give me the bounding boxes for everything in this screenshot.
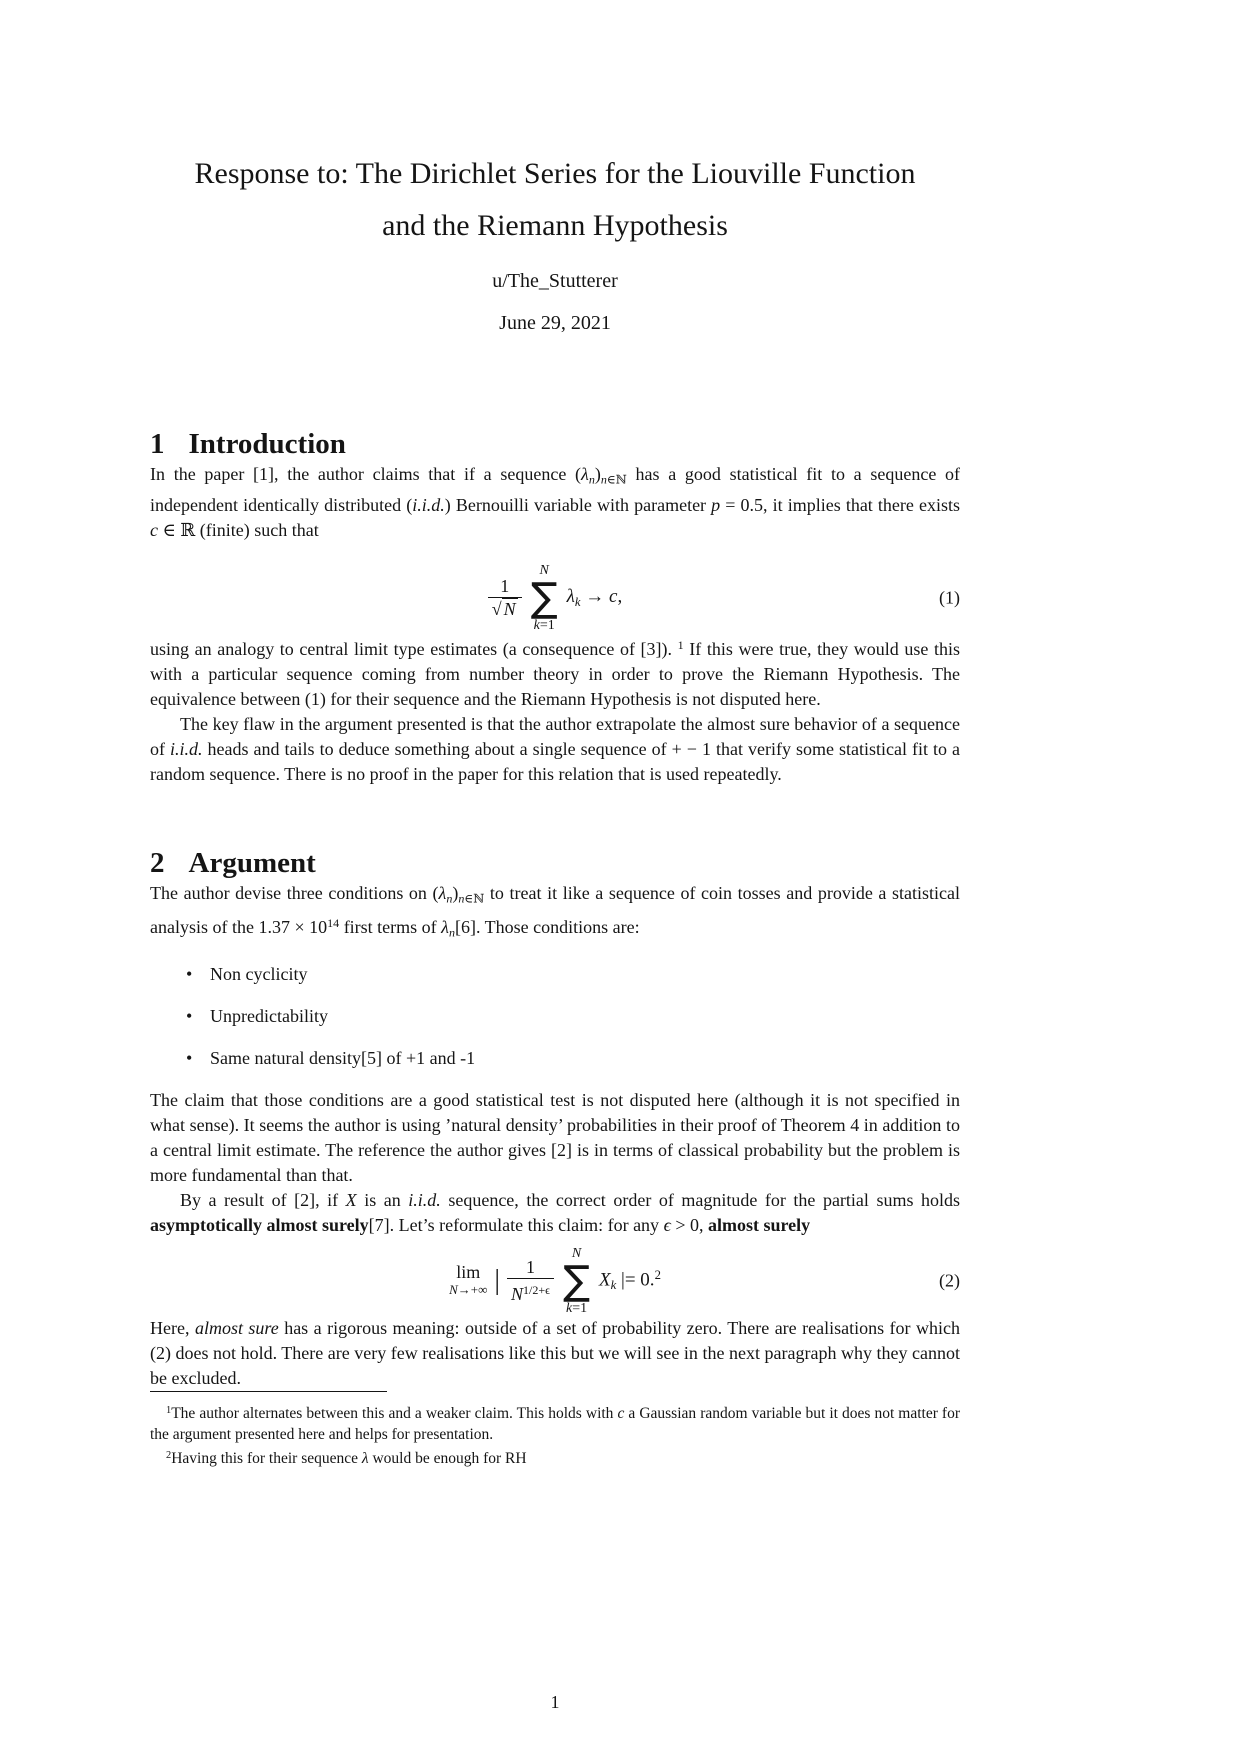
vertical-bar: |	[494, 1264, 500, 1296]
list-item-label: Unpredictability	[210, 1005, 328, 1026]
equation-2	[150, 1246, 960, 1316]
list-item-label: Same natural density[5] of +1 and -1	[210, 1047, 476, 1068]
page-title-line-2: and the Riemann Hypothesis	[382, 209, 728, 242]
section-heading-introduction	[150, 426, 960, 462]
equation-2-body	[449, 1246, 661, 1316]
section-number: 1	[150, 428, 165, 460]
page-title	[150, 148, 960, 252]
section-heading-argument	[150, 845, 960, 881]
bullet-icon: •	[186, 963, 193, 984]
paragraph-argument-result: By a result of [2], if X is an i.i.d. sequence, the correct order of magnitude for the partial sums holds asymptotically almost surely[7]. Let’s reformulate this claim: for any ϵ > 0, almost surely	[150, 1189, 960, 1235]
sigma-icon: ∑	[530, 574, 558, 621]
date: June 29, 2021	[499, 312, 611, 334]
summation-symbol: N ∑ k=1	[530, 562, 558, 633]
section-title: Introduction	[188, 428, 346, 460]
list-item	[186, 962, 960, 987]
paragraph-intro-analogy: using an analogy to central limit type estimates (a consequence of [3]). $^1$ If this were true, they would use this with a particular sequence coming from number theory in order to prove the Riemann Hypothesis. The equivalence between (1) for their sequence and the Riemann Hypothesis is not disputed here.	[150, 637, 960, 709]
section-title: Argument	[188, 846, 316, 879]
paragraph-argument-conditions: The author devise three conditions on $(\lambda_n)_{n\in ℕ}$ to treat it like a sequence of coin tosses and provide a statistical analysis of the $1.37 \times 10^{14}$ first terms of $\lambda_n[6]$. Those conditions are:	[150, 882, 960, 940]
section-number: 2	[150, 846, 165, 879]
footnote-2: $^2$Having this for their sequence λ would be enough for RH	[166, 1450, 527, 1468]
author: u/The_Stutterer	[492, 270, 618, 292]
equation-2-number: (2)	[939, 1270, 960, 1291]
equation-2-expression: $X_k$ |= 0.$^2$	[599, 1268, 661, 1293]
list-item-label: Non cyclicity	[210, 963, 308, 984]
bullet-icon: •	[186, 1047, 193, 1068]
equation-1-number: (1)	[939, 587, 960, 608]
equation-1	[150, 563, 960, 633]
page-number: 1	[550, 1692, 560, 1712]
paragraph-argument-almost-sure: Here, almost sure has a rigorous meaning: outside of a set of probability zero. There are realisations for which (2) does not hold. There are very few realisations like this but we will see in the next paragraph why they cannot be excluded.	[150, 1317, 960, 1388]
equation-1-body	[488, 563, 622, 633]
paragraph-intro-key-flaw: The key flaw in the argument presented is that the author extrapolate the almost sure behavior of a sequence of i.i.d. heads and tails to deduce something about a single sequence of + − 1 that verify some statistical fit to a random sequence. There is no proof in the paper for this relation that is used repeatedly.	[150, 713, 960, 784]
footnotes	[150, 1400, 960, 1469]
list-item	[186, 1046, 960, 1071]
summation-symbol: N ∑ k=1	[563, 1245, 591, 1316]
limit-operator: lim N→+∞	[449, 1261, 488, 1297]
conditions-list	[150, 962, 960, 1071]
footnote-rule	[150, 1391, 387, 1392]
bullet-icon: •	[186, 1005, 193, 1026]
text-block	[150, 0, 960, 1469]
sigma-icon: ∑	[563, 1257, 591, 1304]
equation-1-expression: $\lambda_k \to c$,	[566, 585, 623, 609]
paragraph-intro-claim: In the paper [1], the author claims that if a sequence $(\lambda_n)_{n\in ℕ}$ has a good statistical fit to a sequence of independent identically distributed (i.i.d.) Bernouilli variable with parameter p = 0.5, it implies that there exists c ∈ ℝ (finite) such that	[150, 464, 960, 540]
footnote-1: $^1$The author alternates between this and a weaker claim. This holds with c a Gaussian random variable but it does not matter for the argument presented here and helps for presentation.	[150, 1404, 961, 1444]
list-item	[186, 1004, 960, 1029]
fraction-one-over-sqrt-n: $\frac{1}{√ N}$	[488, 575, 522, 620]
page-title-line-1: Response to: The Dirichlet Series for the Liouville Function	[194, 157, 916, 190]
paragraph-argument-claim: The claim that those conditions are a good statistical test is not disputed here (although it is not specified in what sense). It seems the author is using ’natural density’ probabilities in their proof of Theorem 4 in addition to a central limit estimate. The reference the author gives [2] is in terms of classical probability but the problem is more fundamental than that.	[150, 1089, 960, 1185]
fraction-one-over-n-power: $\frac{1}{N^{1/2+\epsilon}}$	[507, 1256, 554, 1305]
